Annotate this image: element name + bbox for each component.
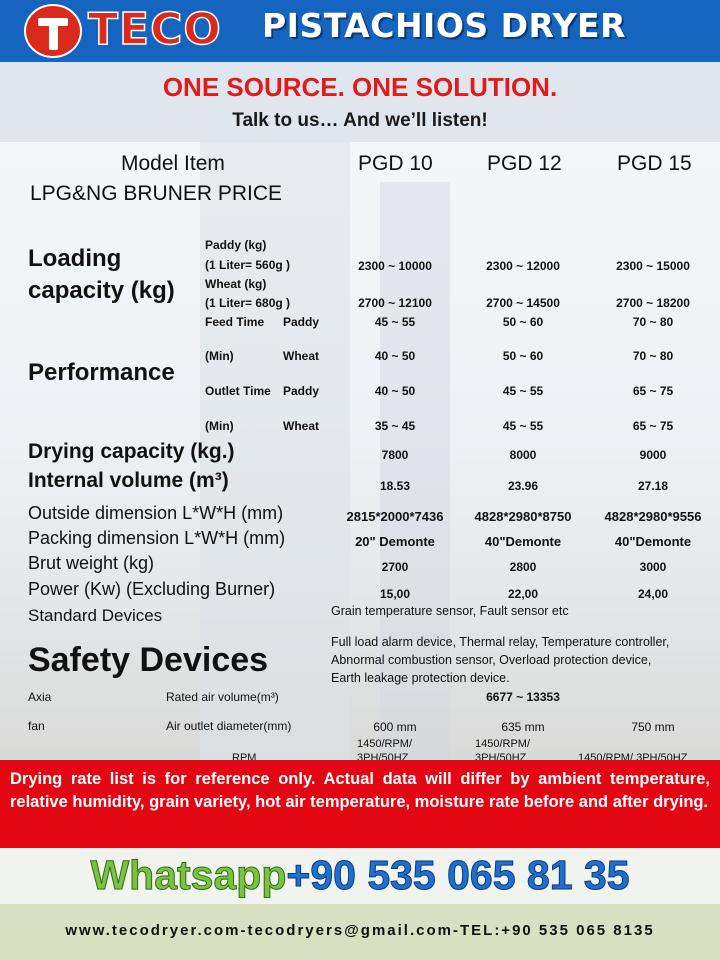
standard-devices-value: Grain temperature sensor, Fault sensor etc: [331, 604, 569, 618]
wheat-label: Wheat (kg): [205, 277, 267, 291]
loading-paddy-value: 2300 ~ 10000: [358, 259, 432, 273]
feed-time-label: Feed Time: [205, 315, 265, 329]
wheat-note: (1 Liter= 680g ): [205, 296, 291, 310]
rated-air-volume-value: 6677 ~ 13353: [486, 690, 560, 704]
axia-label: Axia: [28, 690, 52, 704]
header: [0, 0, 720, 62]
power-label: Power (Kw) (Excluding Burner): [28, 579, 276, 599]
feed-wheat-value: 70 ~ 80: [632, 349, 674, 363]
outlet-wheat-value: 35 ~ 45: [374, 419, 416, 433]
outside-dimension-label: Outside dimension L*W*H (mm): [28, 503, 284, 523]
standard-devices-label: Standard Devices: [28, 606, 163, 625]
page-title: PISTACHIOS DRYER: [262, 6, 626, 45]
packing-dimension-value: 20" Demonte: [355, 534, 435, 549]
outlet-wheat-value: 65 ~ 75: [632, 419, 674, 433]
drying-capacity-label: Drying capacity (kg.): [28, 440, 235, 463]
slogan: ONE SOURCE. ONE SOLUTION.: [162, 72, 558, 102]
brut-weight-label: Brut weight (kg): [28, 553, 155, 573]
internal-volume-value: 23.96: [507, 479, 539, 493]
fan-label: fan: [28, 719, 45, 733]
brut-weight-value: 2700: [381, 560, 409, 574]
air-outlet-label: Air outlet diameter(mm): [166, 719, 292, 733]
loading-label: Loading: [28, 245, 122, 272]
model-pgd15: PGD 15: [617, 152, 692, 175]
min-label: (Min): [205, 349, 234, 363]
outside-dimension-value: 2815*2000*7436: [346, 509, 444, 524]
power-value: 22,00: [507, 587, 539, 601]
safety-devices-line: Abnormal combustion sensor, Overload protection device,: [331, 653, 652, 667]
loading-paddy-value: 2300 ~ 15000: [616, 259, 690, 273]
power-value: 24,00: [637, 587, 669, 601]
loading-wheat-value: 2700 ~ 12100: [358, 296, 432, 310]
drying-capacity-value: 9000: [639, 448, 667, 462]
feed-paddy-value: 50 ~ 60: [502, 315, 544, 329]
whatsapp-label: Whatsapp: [90, 852, 287, 898]
safety-devices-line: Earth leakage protection device.: [331, 671, 510, 685]
packing-dimension-value: 40"Demonte: [614, 534, 692, 549]
rated-air-volume-label: Rated air volume(m³): [166, 690, 279, 704]
footer-contact[interactable]: www.tecodryer.com-tecodryers@gmail.com-TEL:+90 535 065 8135: [65, 922, 655, 939]
feed-paddy-value: 45 ~ 55: [374, 315, 416, 329]
logo-text: TECO: [88, 4, 222, 55]
paddy-note: (1 Liter= 560g ): [205, 258, 291, 272]
rpm-value: 1450/RPM/ 3PH/50HZ: [578, 752, 688, 760]
min-label: (Min): [205, 419, 234, 433]
air-outlet-value: 600 mm: [373, 720, 417, 734]
brut-weight-value: 3000: [639, 560, 667, 574]
loading-wheat-value: 2700 ~ 18200: [616, 296, 690, 310]
safety-devices-line: Full load alarm device, Thermal relay, Temperature controller,: [331, 635, 670, 649]
whatsapp-band: [0, 848, 720, 904]
performance-label: Performance: [28, 359, 175, 386]
tagline: Talk to us… And we’ll listen!: [232, 110, 488, 131]
warning-banner: [0, 760, 720, 848]
teco-logo-icon: [24, 4, 82, 58]
footer: [0, 904, 720, 960]
slogan-band: [0, 62, 720, 142]
wheat-label: Wheat: [283, 349, 319, 363]
internal-volume-label: Internal volume (m³): [28, 469, 229, 492]
model-item-label: Model Item: [121, 152, 225, 175]
paddy-label: Paddy (kg): [205, 238, 267, 252]
warning-text: Drying rate list is for reference only. Actual data will differ by ambient temperature, relative humidity, grain variety, hot air temperature, moisture rate before and after drying.: [10, 770, 710, 811]
whatsapp-number[interactable]: +90 535 065 81 35: [286, 852, 630, 898]
outside-dimension-value: 4828*2980*9556: [604, 509, 702, 524]
price-label: LPG&NG BRUNER PRICE: [30, 182, 283, 205]
rpm-label: RPM: [232, 752, 257, 760]
feed-wheat-value: 40 ~ 50: [374, 349, 416, 363]
outlet-paddy-value: 45 ~ 55: [502, 384, 544, 398]
internal-volume-value: 18.53: [379, 479, 411, 493]
rpm-value-cont: 3PH/50HZ: [475, 752, 527, 760]
safety-devices-label: Safety Devices: [28, 641, 269, 679]
air-outlet-value: 750 mm: [631, 720, 675, 734]
outlet-paddy-value: 65 ~ 75: [632, 384, 674, 398]
whatsapp-contact[interactable]: [0, 852, 720, 899]
rpm-value-cont: 3PH/50HZ: [357, 752, 409, 760]
paddy-label: Paddy: [283, 384, 320, 398]
feed-wheat-value: 50 ~ 60: [502, 349, 544, 363]
packing-dimension-label: Packing dimension L*W*H (mm): [28, 528, 286, 548]
model-pgd10: PGD 10: [358, 152, 433, 175]
internal-volume-value: 27.18: [637, 479, 669, 493]
packing-dimension-value: 40"Demonte: [484, 534, 562, 549]
outside-dimension-value: 4828*2980*8750: [474, 509, 572, 524]
loading-label: capacity (kg): [28, 277, 175, 304]
loading-paddy-value: 2300 ~ 12000: [486, 259, 560, 273]
spec-table: [0, 142, 720, 760]
rpm-value: 1450/RPM/: [475, 738, 531, 750]
paddy-label: Paddy: [283, 315, 320, 329]
power-value: 15,00: [379, 587, 411, 601]
brut-weight-value: 2800: [509, 560, 537, 574]
outlet-wheat-value: 45 ~ 55: [502, 419, 544, 433]
rpm-value: 1450/RPM/: [357, 738, 413, 750]
outlet-paddy-value: 40 ~ 50: [374, 384, 416, 398]
air-outlet-value: 635 mm: [501, 720, 545, 734]
loading-wheat-value: 2700 ~ 14500: [486, 296, 560, 310]
model-pgd12: PGD 12: [487, 152, 562, 175]
drying-capacity-value: 8000: [509, 448, 537, 462]
drying-capacity-value: 7800: [381, 448, 409, 462]
wheat-label: Wheat: [283, 419, 319, 433]
feed-paddy-value: 70 ~ 80: [632, 315, 674, 329]
outlet-time-label: Outlet Time: [205, 384, 271, 398]
